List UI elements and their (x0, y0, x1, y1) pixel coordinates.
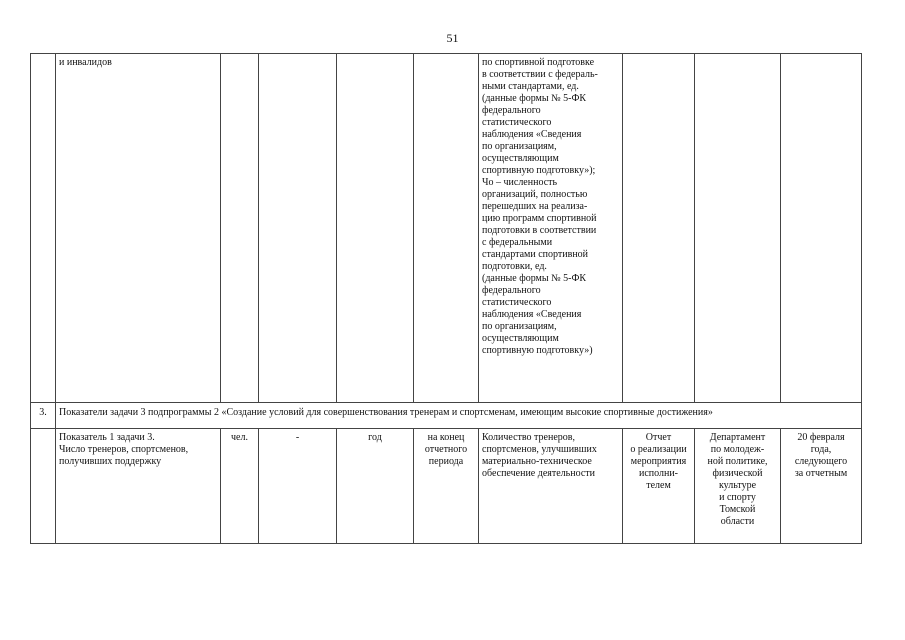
cell-responsible (695, 54, 781, 403)
cell-source (623, 54, 695, 403)
cell-responsible: Департамент по молодеж- ной политике, физической культуре и спорту Томской области (695, 429, 781, 544)
cell-unit: чел. (221, 429, 259, 544)
cell-indicator-name: Показатель 1 задачи 3. Число тренеров, спортсменов, получивших поддержку (56, 429, 221, 544)
cell-number (31, 429, 56, 544)
page-number: 51 (446, 31, 459, 45)
continuation-row (31, 54, 862, 403)
cell-time-characteristic: на конец отчетного периода (414, 429, 479, 544)
cell-dynamics: - (259, 429, 337, 544)
cell-unit (221, 54, 259, 403)
cell-deadline (781, 54, 862, 403)
cell-source: Отчет о реализации мероприятия исполни- телем (623, 429, 695, 544)
cell-dynamics (259, 54, 337, 403)
cell-calculation-method: по спортивной подготовке в соответствии с федераль- ными стандартами, ед. (данные формы № 5-ФК федерального статистического наблюдения «Сведения по организациям, осуществляющим спортивную подготовку»); Чо – численность организаций, полностью перешедших на реализа- цию программ спортивной подготовки в соответствии с федеральными стандартами спортивной подготовки, ед. (данные формы № 5-ФК федерального статистического наблюдения «Сведения по организациям, осуществляющим спортивную подготовку») (479, 54, 623, 403)
cell-frequency (337, 54, 414, 403)
section-title: Показатели задачи 3 подпрограммы 2 «Создание условий для совершенствования тренерам и спортсменам, имеющим высокие спортивные достижения» (56, 403, 862, 429)
section-number: 3. (31, 403, 56, 429)
indicator-row (31, 429, 862, 544)
cell-indicator-name: и инвалидов (56, 54, 221, 403)
indicators-table (30, 53, 862, 544)
cell-number (31, 54, 56, 403)
cell-time-characteristic (414, 54, 479, 403)
cell-frequency: год (337, 429, 414, 544)
cell-calculation-method: Количество тренеров, спортсменов, улучшивших материально-техническое обеспечение деятельности (479, 429, 623, 544)
cell-deadline: 20 февраля года, следующего за отчетным (781, 429, 862, 544)
section-header-row (31, 403, 862, 429)
